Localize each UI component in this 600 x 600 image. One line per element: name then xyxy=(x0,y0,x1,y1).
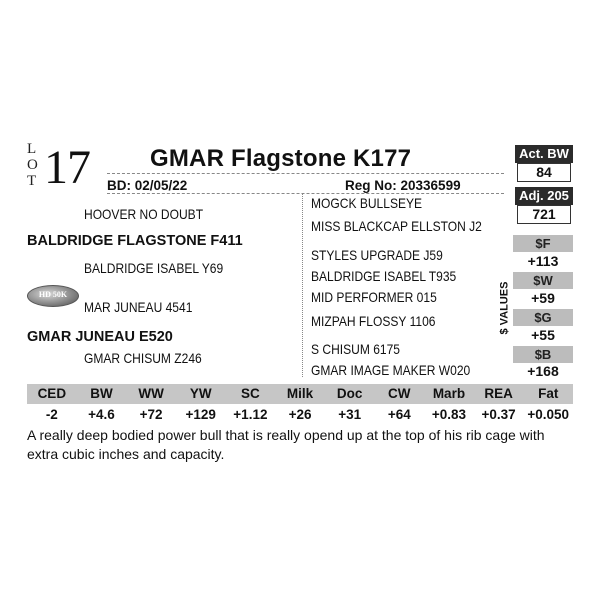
birth-date xyxy=(107,178,187,193)
epd-header-row xyxy=(27,384,573,404)
pedigree-sire-sire: HOOVER NO DOUBT xyxy=(84,206,204,222)
pedigree-right-2: STYLES UPGRADE J59 xyxy=(311,247,443,263)
dollar-g-label: $G xyxy=(513,309,573,326)
epd-header-fat: Fat xyxy=(538,386,559,401)
act-bw-value: 84 xyxy=(517,163,571,182)
bd-value: 02/05/22 xyxy=(134,178,188,193)
epd-header-milk: Milk xyxy=(286,386,314,401)
pedigree-right-7: GMAR IMAGE MAKER W020 xyxy=(311,362,471,378)
dollar-g-value: +55 xyxy=(531,327,555,343)
epd-header-bw: BW xyxy=(90,386,113,401)
epd-header-cw: CW xyxy=(388,386,411,401)
lot-letter-o: O xyxy=(27,157,38,173)
pedigree-dam-sire: MAR JUNEAU 4541 xyxy=(84,299,193,315)
epd-value-cw: +64 xyxy=(387,407,411,422)
registration xyxy=(345,178,461,193)
epd-header-yw: YW xyxy=(189,386,212,401)
epd-value-sc: +1.12 xyxy=(233,407,268,422)
dollar-w-label: $W xyxy=(513,272,573,289)
epd-header-ww: WW xyxy=(138,386,164,401)
epd-value-milk: +26 xyxy=(288,407,312,422)
bd-label: BD: xyxy=(107,178,131,193)
lot-description: A really deep bodied power bull that is really opend up at the top of his rib cage with extra cubic inches and capacity. xyxy=(27,427,545,462)
epd-value-ced: -2 xyxy=(45,407,58,422)
pedigree-right-1: MISS BLACKCAP ELLSTON J2 xyxy=(311,218,482,234)
hd-50k-badge: HD 50K xyxy=(27,285,79,307)
pedigree-dam: GMAR JUNEAU E520 xyxy=(27,329,173,345)
epd-header-ced: CED xyxy=(37,386,67,401)
epd-value-fat: +0.050 xyxy=(527,407,570,422)
lot-letter-t: T xyxy=(27,173,37,189)
dollar-b-label: $B xyxy=(513,346,573,363)
epd-value-bw: +4.6 xyxy=(88,407,115,422)
epd-header-doc: Doc xyxy=(336,386,363,401)
pedigree-right-0: MOGCK BULLSEYE xyxy=(311,195,423,211)
epd-value-ww: +72 xyxy=(139,407,163,422)
dollar-b-value: +168 xyxy=(527,363,559,379)
pedigree-dam-dam: GMAR CHISUM Z246 xyxy=(84,350,202,366)
lot-letter-l: L xyxy=(27,141,37,157)
epd-value-doc: +31 xyxy=(338,407,362,422)
dollar-values-label: $ VALUES xyxy=(498,281,511,335)
dollar-f-label: $F xyxy=(513,235,573,252)
animal-name: GMAR Flagstone K177 xyxy=(150,145,412,172)
pedigree-right-4: MID PERFORMER 015 xyxy=(311,289,437,305)
pedigree-right-6: S CHISUM 6175 xyxy=(311,341,400,357)
epd-value-marb: +0.83 xyxy=(431,407,467,422)
pedigree-separator xyxy=(302,194,303,377)
adj-205-label: Adj. 205 xyxy=(515,187,573,205)
dollar-f-value: +113 xyxy=(527,253,559,269)
dollar-w-value: +59 xyxy=(531,290,555,306)
header-divider xyxy=(107,193,504,194)
reg-value: 20336599 xyxy=(400,178,461,193)
pedigree-sire: BALDRIDGE FLAGSTONE F411 xyxy=(27,233,243,249)
adj-205-value: 721 xyxy=(517,205,571,224)
lot-number: 17 xyxy=(44,141,90,194)
epd-header-sc: SC xyxy=(241,386,260,401)
epd-value-rea: +0.37 xyxy=(481,407,516,422)
epd-value-row xyxy=(27,405,573,425)
epd-header-marb: Marb xyxy=(432,386,466,401)
epd-header-rea: REA xyxy=(484,386,513,401)
act-bw-label: Act. BW xyxy=(515,145,573,163)
pedigree-right-3: BALDRIDGE ISABEL T935 xyxy=(311,268,457,284)
title-divider xyxy=(107,173,504,174)
pedigree-sire-dam: BALDRIDGE ISABEL Y69 xyxy=(84,260,224,276)
pedigree-right-5: MIZPAH FLOSSY 1106 xyxy=(311,313,436,329)
reg-label: Reg No: xyxy=(345,178,397,193)
epd-value-yw: +129 xyxy=(185,407,216,422)
